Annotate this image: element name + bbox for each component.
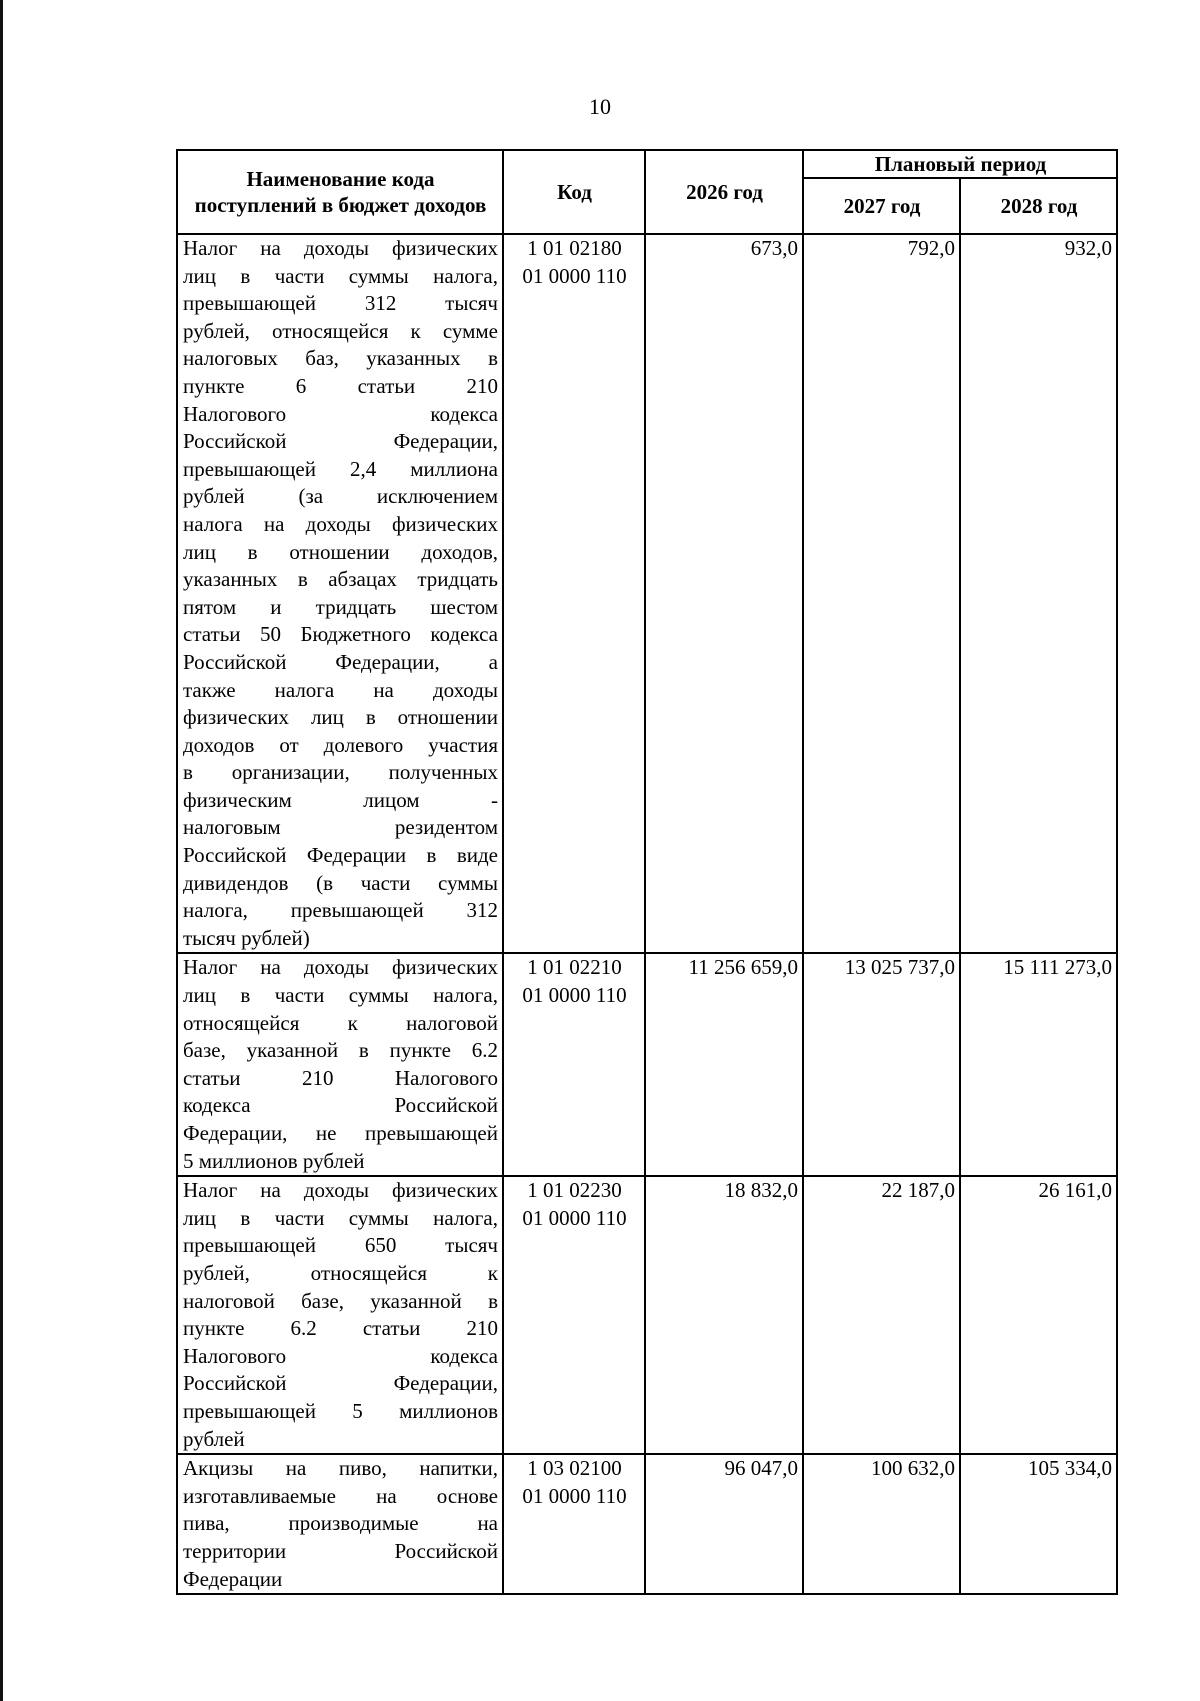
row-name-line: пива, производимые на [183, 1511, 498, 1536]
row-name-line: также налога на доходы [183, 677, 498, 702]
row-name-line: 5 миллионов рублей [183, 1148, 365, 1173]
table-row [177, 234, 1117, 953]
row-code-line: 1 01 02180 [527, 236, 622, 260]
header-year-2026: 2026 год [645, 150, 803, 234]
row-name-line: Налогового кодекса [183, 1343, 498, 1368]
table-row [177, 1454, 1117, 1594]
row-code-line: 1 01 02230 [527, 1178, 622, 1203]
row-name-line: Акцизы на пиво, напитки, [183, 1456, 498, 1481]
row-name-line: рублей, относящейся к [183, 1260, 498, 1285]
header-year-2027: 2027 год [803, 178, 960, 234]
row-name-line: в организации, полученных [183, 760, 498, 785]
row-name-line: лиц в части суммы налога, [183, 263, 498, 288]
row-name-line: пункте 6 статьи 210 [183, 373, 498, 398]
row-value-2026: 673,0 [645, 234, 803, 953]
header-code: Код [503, 150, 645, 234]
row-name-line: налоговой базе, указанной в [183, 1288, 498, 1313]
row-name-line: статьи 210 Налогового [183, 1065, 498, 1090]
row-name-line: лиц в отношении доходов, [183, 539, 498, 564]
header-name: Наименование кода поступлений в бюджет доходов [177, 150, 503, 234]
row-name-line: кодекса Российской [183, 1093, 498, 1118]
row-name-line: лиц в части суммы налога, [183, 983, 498, 1008]
row-name-line: территории Российской [183, 1538, 498, 1563]
row-name-line: доходов от долевого участия [183, 732, 498, 757]
row-name-line: пятом и тридцать шестом [183, 594, 498, 619]
row-code-line: 01 0000 110 [522, 1483, 627, 1508]
row-name-line: превышающей 2,4 миллиона [183, 456, 498, 481]
row-value-2026: 18 832,0 [645, 1176, 803, 1454]
row-value-2028: 105 334,0 [960, 1454, 1117, 1594]
row-value-2028: 15 111 273,0 [960, 953, 1117, 1176]
row-name-line: Федерации [183, 1566, 283, 1591]
row-name-line: изготавливаемые на основе [183, 1483, 498, 1508]
row-name [177, 234, 503, 953]
row-name-line: Федерации, не превышающей [183, 1121, 498, 1145]
row-code-line: 01 0000 110 [522, 263, 627, 288]
row-name-line: Российской Федерации, [183, 429, 498, 454]
row-name-line: налоговых баз, указанных в [183, 346, 498, 371]
row-name-line: рублей (за исключением [183, 484, 498, 509]
row-code-line: 01 0000 110 [522, 1205, 627, 1230]
row-name-line: тысяч рублей) [183, 925, 310, 950]
row-name [177, 1176, 503, 1454]
row-name-line: лиц в части суммы налога, [183, 1205, 498, 1230]
row-name-line: указанных в абзацах тридцать [183, 567, 498, 592]
row-name-line: превышающей 5 миллионов [183, 1398, 498, 1423]
row-name-line: дивидендов (в части суммы [183, 870, 498, 895]
row-name-line: пункте 6.2 статьи 210 [183, 1316, 498, 1341]
row-name-line: физическим лицом - [183, 787, 498, 812]
table-row [177, 1176, 1117, 1454]
row-name-line: физических лиц в отношении [183, 705, 498, 730]
row-code [503, 234, 645, 953]
row-name [177, 1454, 503, 1594]
row-value-2027: 100 632,0 [803, 1454, 960, 1594]
row-code [503, 1176, 645, 1454]
row-value-2026: 96 047,0 [645, 1454, 803, 1594]
row-name-line: Российской Федерации, а [183, 649, 498, 674]
page-number: 10 [589, 94, 611, 119]
row-name [177, 953, 503, 1176]
row-name-line: Российской Федерации, [183, 1371, 498, 1396]
row-value-2028: 932,0 [960, 234, 1117, 953]
row-name-line: Налог на доходы физических [183, 1178, 498, 1203]
row-value-2027: 792,0 [803, 234, 960, 953]
row-name-line: Российской Федерации в виде [183, 843, 498, 868]
header-year-2028: 2028 год [960, 178, 1117, 234]
header-planned-period: Плановый период [803, 150, 1117, 178]
row-name-line: превышающей 650 тысяч [183, 1233, 498, 1258]
row-value-2027: 22 187,0 [803, 1176, 960, 1454]
table-body [177, 234, 1117, 1594]
row-value-2026: 11 256 659,0 [645, 953, 803, 1176]
row-name-line: Налогового кодекса [183, 401, 498, 426]
row-value-2028: 26 161,0 [960, 1176, 1117, 1454]
row-code-line: 1 01 02210 [527, 955, 622, 980]
row-name-line: относящейся к налоговой [183, 1010, 498, 1035]
row-name-line: рублей [183, 1426, 245, 1451]
row-value-2027: 13 025 737,0 [803, 953, 960, 1176]
row-name-line: статьи 50 Бюджетного кодекса [183, 622, 498, 647]
table-header-row [177, 150, 1117, 178]
row-name-line: Налог на доходы физических [183, 955, 498, 980]
row-name-line: превышающей 312 тысяч [183, 291, 498, 316]
row-name-line: базе, указанной в пункте 6.2 [183, 1038, 498, 1063]
row-name-line: рублей, относящейся к сумме [183, 318, 498, 343]
row-code [503, 953, 645, 1176]
row-code [503, 1454, 645, 1594]
scan-edge [0, 0, 3, 1701]
row-name-line: налога, превышающей 312 [183, 898, 498, 923]
row-name-line: налога на доходы физических [183, 511, 498, 536]
revenue-table [176, 149, 1118, 1595]
row-code-line: 01 0000 110 [522, 983, 627, 1008]
row-name-line: налоговым резидентом [183, 815, 498, 840]
row-code-line: 1 03 02100 [527, 1456, 622, 1481]
table-row [177, 953, 1117, 1176]
row-name-line: Налог на доходы физических [183, 236, 498, 260]
